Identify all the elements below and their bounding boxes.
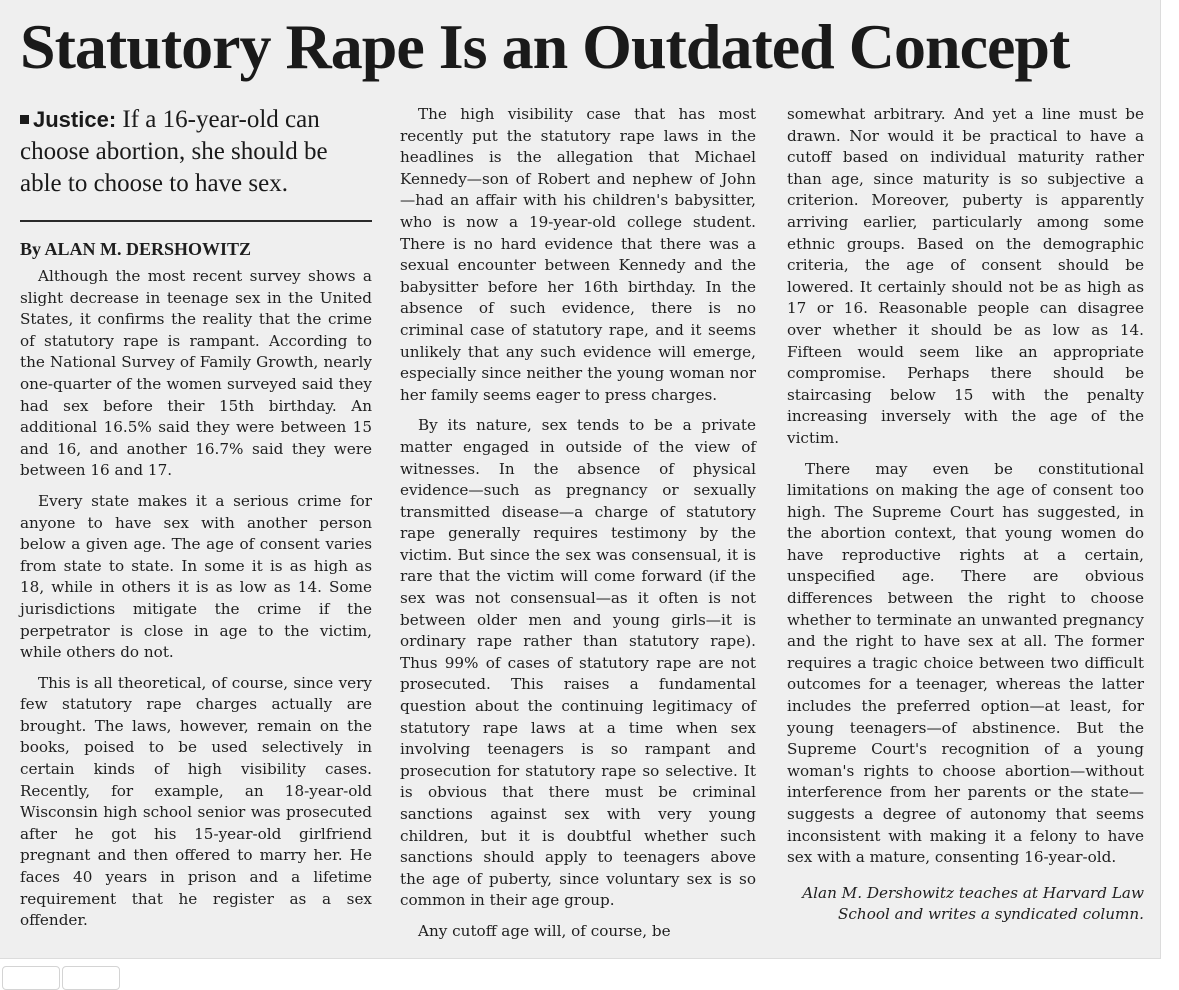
column-3 xyxy=(787,104,1144,926)
paragraph: somewhat arbitrary. And yet a line must be drawn. Nor would it be practical to have a cutoff based on individual maturity rather than age, since maturity is so subjective a criterion. Moreover, puberty is apparently arriving earlier, particularly among some ethnic groups. Based on the demographic criteria, the age of consent should be lowered. It certainly should not be as high as 17 or 16. Reasonable people can disagree over whether it should be as low as 14. Fifteen would seem like an appropriate compromise. Perhaps there should be staircasing below 15 with the penalty increasing inversely with the age of the victim. xyxy=(787,105,1144,447)
deck xyxy=(20,104,372,200)
paragraph: Any cutoff age will, of course, be xyxy=(418,921,671,940)
author-tagline: Alan M. Dershowitz teaches at Harvard Law School and writes a syndicated column. xyxy=(802,883,1144,924)
divider-rule xyxy=(20,220,372,222)
paragraph: This is all theoretical, of course, since very few statutory rape charges actually are brought. The laws, however, remain on the books, poised to be used selectively in certain kinds of high visibility cases. Recently, for example, an 18-year-old Wisconsin high school senior was prosecuted after he got his 15-year-old girlfriend pregnant and then offered to marry her. He faces 40 years in prison and a lifetime requirement that he register as a sex offender. xyxy=(20,673,372,930)
paragraph: There may even be constitutional limitations on making the age of consent too high. The Supreme Court has suggested, in the abortion context, that young women do have reproductive rights at a certain, unspecified age. There are obvious differences between the right to choose whether to terminate an unwanted pregnancy and the right to have sex at all. The former requires a tragic choice between two difficult outcomes for a teenager, whereas the latter includes the preferred option—at least, for young teenagers—of abstinence. But the Supreme Court's recognition of a young woman's rights to choose abortion—without interference from her parents or the state—suggests a degree of autonomy that seems inconsistent with making it a felony to have sex with a mature, consenting 16-year-old. xyxy=(787,459,1144,867)
paragraph: The high visibility case that has most recently put the statutory rape laws in the headlines is the allegation that Michael Kennedy—son of Robert and nephew of John—had an affair with his children's babysitter, who is now a 19-year-old college student. There is no hard evidence that there was a sexual encounter between Kennedy and the babysitter before her 16th birthday. In the absence of such evidence, there is no criminal case of statutory rape, and it seems unlikely that any such evidence will emerge, especially since neither the young woman nor her family seems eager to press charges. xyxy=(400,105,756,404)
deck-label: Justice: xyxy=(33,107,117,132)
page-tabs xyxy=(2,966,120,990)
bullet-icon xyxy=(20,115,29,124)
paragraph: Although the most recent survey shows a slight decrease in teenage sex in the United States, it confirms the reality that the crime of statutory rape is rampant. According to the National Survey of Family Growth, nearly one-quarter of the women surveyed said they had sex before their 15th birthday. An additional 16.5% said they were between 15 and 16, and another 16.7% said they were between 16 and 17. xyxy=(20,267,372,480)
paragraph: Every state makes it a serious crime for anyone to have sex with another person below a given age. The age of consent varies from state to state. In some it is as high as 18, while in others it is as low as 14. Some jurisdictions mitigate the crime if the perpetrator is close in age to the victim, while others do not. xyxy=(20,491,372,662)
deck-text: If a 16-year-old can choose abortion, she should be able to choose to have sex. xyxy=(20,106,328,197)
headline: Statutory Rape Is an Outdated Concept xyxy=(20,11,1070,82)
paragraph: By its nature, sex tends to be a private matter engaged in outside of the view of witnesses. In the absence of physical evidence—such as pregnancy or sexually transmitted disease—a charge of statutory rape generally requires testimony by the victim. But since the sex was consensual, it is rare that the victim will come forward (if the sex was not consensual—as it often is not between older men and young girls—it is ordinary rape rather than statutory rape). Thus 99% of cases of statutory rape are not prosecuted. This raises a fundamental question about the continuing legitimacy of statutory rape laws at a time when sex involving teenagers is so rampant and prosecution for statutory rape so selective. It is obvious that there must be criminal sanctions against sex with very young children, but it is doubtful whether such sanctions should apply to teenagers above the age of puberty, since voluntary sex is so common in their age group. xyxy=(400,416,756,910)
page-tab[interactable] xyxy=(2,966,60,990)
column-1 xyxy=(20,104,372,932)
byline: By ALAN M. DERSHOWITZ xyxy=(20,239,252,259)
column-2 xyxy=(400,104,756,943)
page-tab[interactable] xyxy=(62,966,120,990)
